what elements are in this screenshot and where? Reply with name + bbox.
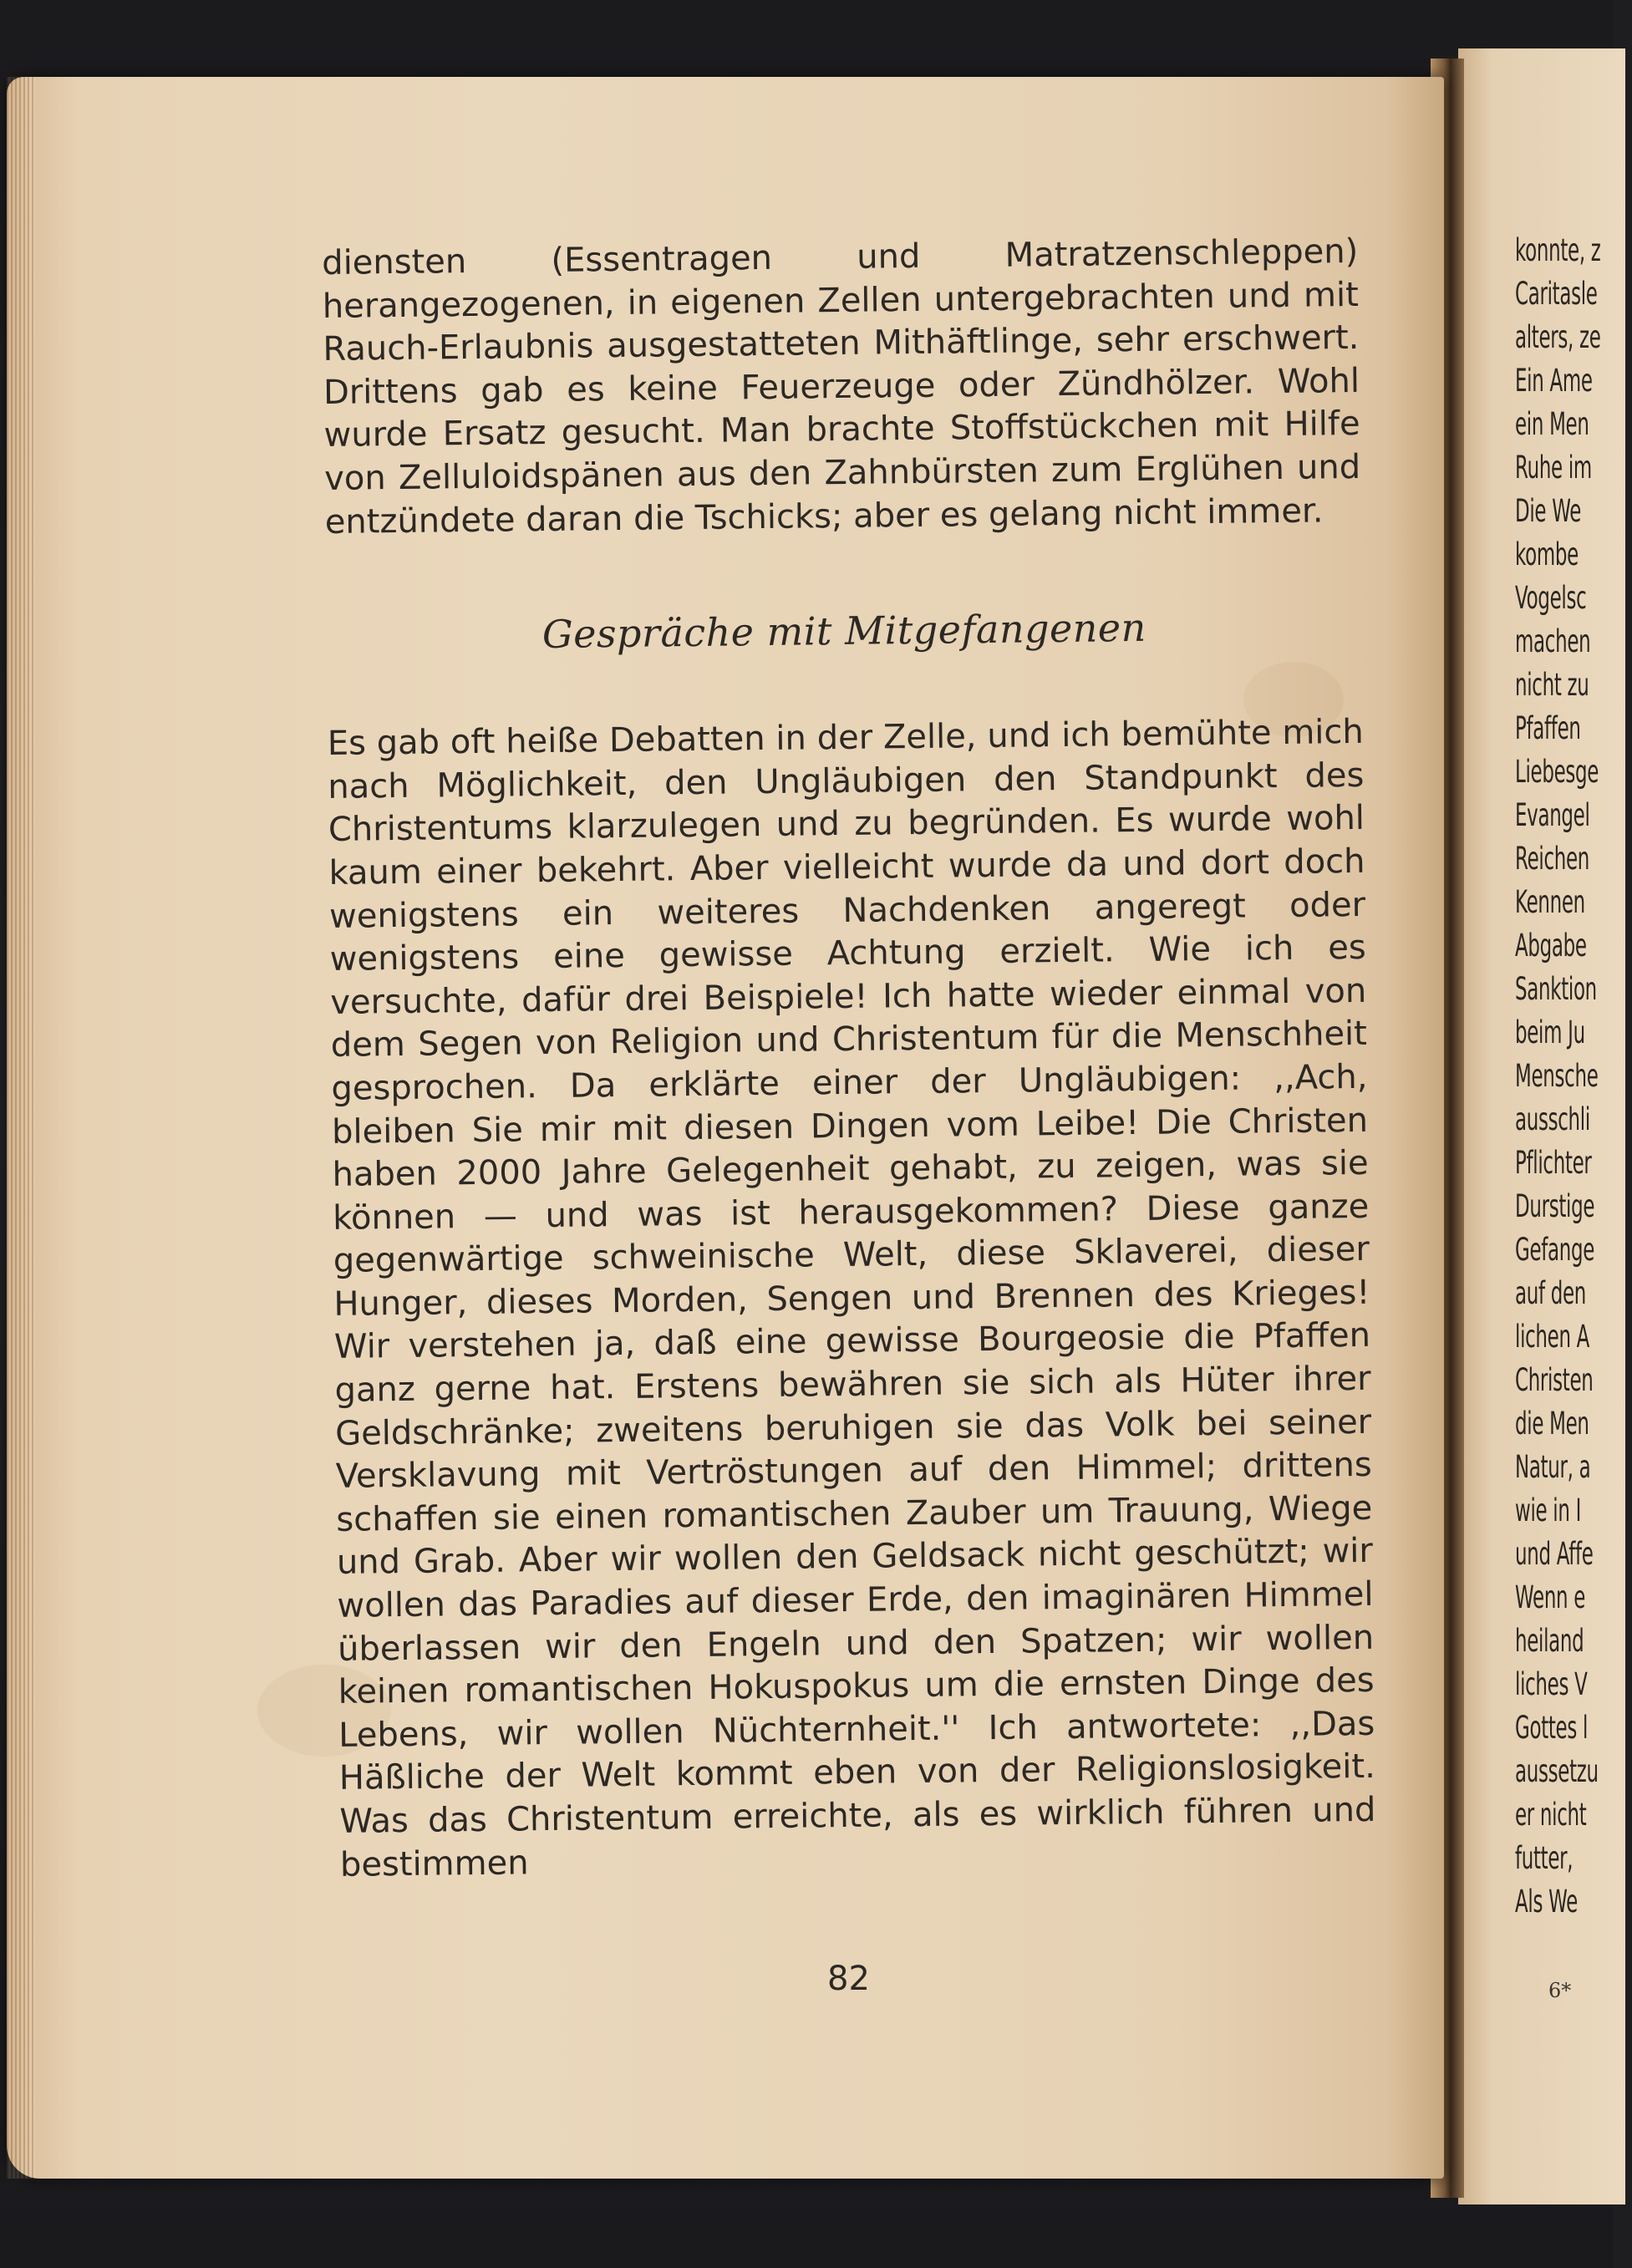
facing-page-signature: 6* bbox=[1548, 1979, 1572, 2002]
facing-page-line: Ruhe im bbox=[1515, 450, 1592, 486]
facing-page-line: wie in I bbox=[1515, 1493, 1582, 1528]
facing-page-line: Pflichter bbox=[1515, 1145, 1592, 1181]
page-text bbox=[322, 231, 1376, 1887]
facing-page-text bbox=[1515, 229, 1632, 1924]
facing-page-line: die Men bbox=[1515, 1406, 1589, 1442]
section-heading: Gespräche mit Mitgefangenen bbox=[541, 604, 1146, 658]
facing-page-line: Ein Ame bbox=[1515, 363, 1593, 399]
facing-page-line: und Affe bbox=[1515, 1536, 1594, 1572]
facing-page-line: Gefange bbox=[1515, 1232, 1595, 1268]
facing-page-line: kombe bbox=[1515, 536, 1579, 572]
facing-page-line: Gottes l bbox=[1515, 1710, 1589, 1746]
facing-page-line: konnte, z bbox=[1515, 232, 1601, 268]
facing-page-line: nicht zu bbox=[1515, 667, 1589, 703]
facing-page-line: Natur, a bbox=[1515, 1449, 1591, 1485]
facing-page-line: Christen bbox=[1515, 1362, 1594, 1398]
facing-page-line: ein Men bbox=[1515, 406, 1589, 442]
page-number: 82 bbox=[827, 1960, 870, 1998]
facing-page-line: heiland bbox=[1515, 1623, 1584, 1659]
facing-page-line: aussetzu bbox=[1515, 1753, 1599, 1789]
facing-page-line: liches V bbox=[1515, 1666, 1588, 1702]
facing-page-line: Mensche bbox=[1515, 1058, 1599, 1094]
facing-page-line: ausschli bbox=[1515, 1101, 1590, 1137]
facing-page-line: Durstige bbox=[1515, 1188, 1595, 1224]
facing-page-line: alters, ze bbox=[1515, 319, 1601, 355]
facing-page-line: Pfaffen bbox=[1515, 710, 1581, 746]
facing-page-line: Vogelsc bbox=[1515, 580, 1587, 616]
facing-page-line: Liebesge bbox=[1515, 754, 1599, 790]
facing-page-line: beim Ju bbox=[1515, 1014, 1585, 1050]
facing-page-line: Wenn e bbox=[1515, 1579, 1586, 1615]
facing-page bbox=[1458, 48, 1625, 2204]
facing-page-line: machen bbox=[1515, 623, 1591, 659]
facing-page-line: futter, bbox=[1515, 1840, 1574, 1876]
facing-page-line: Kennen bbox=[1515, 884, 1585, 920]
facing-page-line: er nicht bbox=[1515, 1797, 1587, 1833]
facing-page-line: lichen A bbox=[1515, 1319, 1590, 1355]
facing-page-line: Die We bbox=[1515, 493, 1582, 529]
paragraph-2: Es gab oft heiße Debatten in der Zelle, und ich bemühte mich nach Möglichkeit, den Ungläubigen den Standpunkt des Christentums klarzulegen und zu begründen. Es wurde wohl kaum einer bekehrt. Aber vielleicht wurde da und dort doch wenigstens ein weiteres Nachdenken angeregt oder wenigstens eine gewisse Achtung erzielt. Wie ich es versuchte, dafür drei Beispiele! Ich hatte wieder einmal von dem Segen von Religion und Christentum für die Menschheit gesprochen. Da erklärte einer der Ungläubigen: ,,Ach, bleiben Sie mir mit diesen Dingen vom Leibe! Die Christen haben 2000 Jahre Gelegenheit gehabt, zu zeigen, was sie können — und was ist herausgekommen? Diese ganze gegenwärtige schweinische Welt, diese Sklaverei, dieser Hunger, dieses Morden, Sengen und Brennen des Krieges! Wir verstehen ja, daß eine gewisse Bourgeosie die Pfaffen ganz gerne hat. Erstens bewähren sie sich als Hüter ihrer Geldschränke; zweitens beruhigen sie das Volk bei seiner Versklavung mit Vertröstungen auf den Himmel; drittens schaffen sie einen romantischen Zauber um Trauung, Wiege und Grab. Aber wir wollen den Geldsack nicht geschützt; wir wollen das Paradies auf dieser Erde, den imaginären Himmel überlassen wir den Engeln und den Spatzen; wir wollen keinen romantischen Hokuspokus um die ernsten Dinge des Lebens, wir wollen Nüchternheit.'' Ich antwortete: ,,Das Häßliche der Welt kommt eben von der Religionslosigkeit. Was das Christentum erreichte, als es wirklich führen und bestimmen bbox=[327, 713, 1376, 1884]
facing-page-line: Reichen bbox=[1515, 841, 1590, 877]
facing-page-line: Sanktion bbox=[1515, 971, 1597, 1007]
facing-page-line: Als We bbox=[1515, 1884, 1578, 1920]
facing-page-line: auf den bbox=[1515, 1275, 1587, 1311]
paragraph-1: diensten (Essentragen und Matratzenschleppen) herangezogenen, in eigenen Zellen untergebrachten und mit Rauch-Erlaubnis ausgestatteten Mithäftlinge, sehr erschwert. Drittens gab es keine Feuerzeuge oder Zündhölzer. Wohl wurde Ersatz gesucht. Man brachte Stoffstückchen mit Hilfe von Zelluloidspänen aus den Zahnbürsten zum Erglühen und entzündete daran die Tschicks; aber es gelang nicht immer. bbox=[322, 231, 1361, 542]
facing-page-line: Caritasle bbox=[1515, 276, 1598, 312]
facing-page-line: Evangel bbox=[1515, 797, 1590, 833]
facing-page-line: Abgabe bbox=[1515, 928, 1587, 964]
